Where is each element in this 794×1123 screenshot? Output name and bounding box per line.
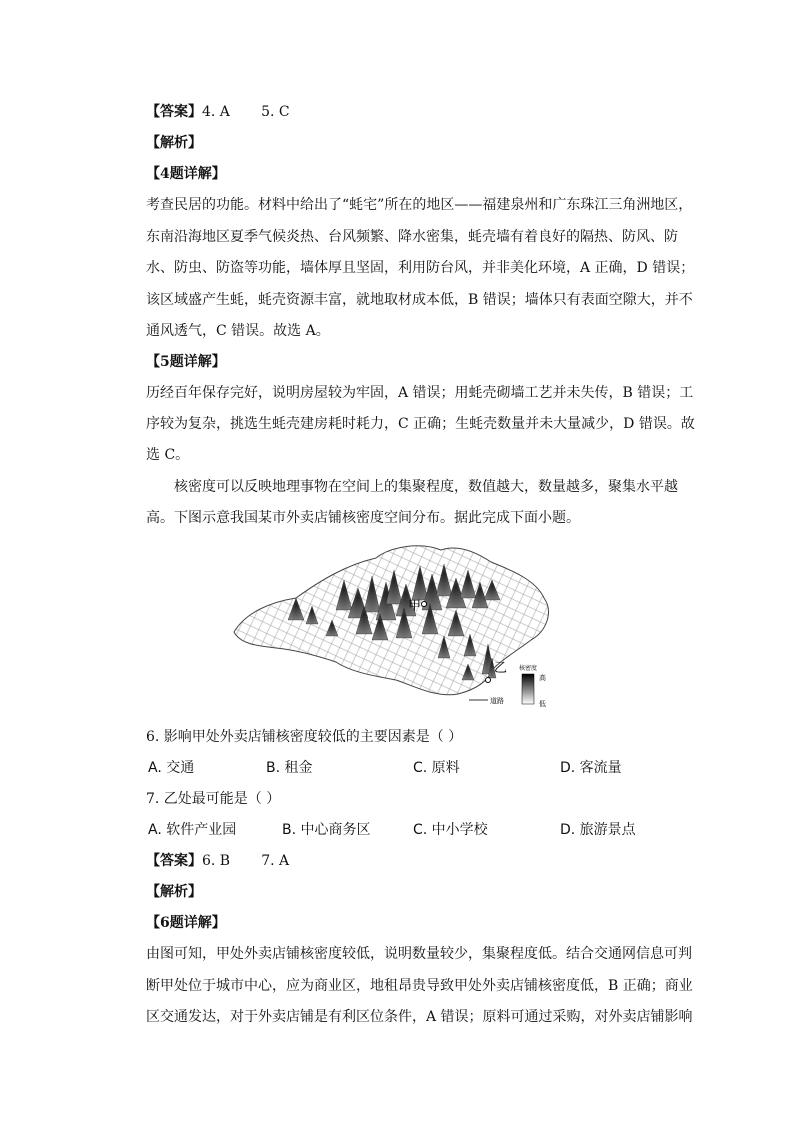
answer-label: 【答案】	[146, 853, 202, 869]
q4-line: 通风透气，C 错误。故选 A。	[146, 323, 330, 339]
label-jia: 甲	[408, 599, 422, 614]
intro-line: 高。下图示意我国某市外卖店铺核密度空间分布。据此完成下面小题。	[146, 510, 580, 526]
q6-heading: 【6题详解】	[146, 915, 226, 931]
yi-marker-icon	[486, 678, 491, 683]
legend-low: 低	[539, 700, 546, 708]
q6-line: 区交通发达，对于外卖店铺是有利区位条件，A 错误；原料可通过采购，对外卖店铺影响	[146, 1009, 693, 1025]
q4-line: 东南沿海地区夏季气候炎热、台风频繁、降水密集，蚝壳墙有着良好的隔热、防风、防	[146, 229, 678, 245]
legend-title: 核密度	[519, 665, 538, 672]
jia-marker-icon	[422, 602, 427, 607]
q7-stem: 7. 乙处最可能是（ ）	[146, 791, 281, 807]
intro-line: 核密度可以反映地理事物在空间上的集聚程度，数值越大，数量越多，聚集水平越	[174, 479, 678, 495]
q4-line: 水、防虫、防盗等功能，墙体厚且坚固，利用防台风，并非美化环境，A 正确，D 错误；	[146, 260, 695, 276]
legend-road: 道路	[490, 697, 504, 705]
q6-option-b: B. 租金	[266, 760, 313, 776]
q5-line: 选 C。	[146, 447, 190, 463]
q7-option-c: C. 中小学校	[413, 822, 488, 838]
q6-stem: 6. 影响甲处外卖店铺核密度较低的主要因素是（ ）	[146, 729, 463, 745]
q4-line: 考查民居的功能。材料中给出了“蚝宅”所在的地区——福建泉州和广东珠江三角洲地区，	[146, 197, 693, 213]
q7-option-d: D. 旅游景点	[560, 822, 636, 838]
q7-option-a: A. 软件产业园	[148, 822, 237, 838]
answer-values: 4. A 5. C	[202, 104, 290, 120]
answer-values: 6. B 7. A	[202, 853, 290, 869]
q6-option-c: C. 原料	[413, 760, 460, 776]
legend-high: 高	[539, 674, 546, 682]
q6-option-d: D. 客流量	[560, 760, 622, 776]
q6-line: 断甲处位于城市中心，应为商业区，地租昂贵导致甲处外卖店铺核密度低，B 正确；商业	[146, 978, 693, 994]
analysis-heading-2: 【解析】	[146, 884, 202, 900]
q5-line: 序较为复杂，挑选生蚝壳建房耗时耗力，C 正确；生蚝壳数量并未大量减少，D 错误。故	[146, 416, 695, 432]
answer-label: 【答案】	[146, 104, 202, 120]
q5-heading: 【5题详解】	[146, 354, 226, 370]
q5-line: 历经百年保存完好，说明房屋较为牢固，A 错误；用蚝壳砌墙工艺并未失传，B 错误；工	[146, 385, 694, 401]
answer-line-1	[146, 103, 290, 121]
q4-line: 该区域盛产生蚝，蚝壳资源丰富，就地取材成本低，B 错误；墙体只有表面空隙大，并不	[146, 292, 693, 308]
label-yi: 乙	[494, 661, 508, 676]
kernel-density-map	[226, 540, 560, 712]
analysis-heading-1: 【解析】	[146, 135, 202, 151]
q7-option-b: B. 中心商务区	[282, 822, 371, 838]
q4-heading: 【4题详解】	[146, 166, 226, 182]
answer-line-2	[146, 852, 289, 870]
legend-color-ramp	[522, 674, 534, 704]
q6-line: 由图可知，甲处外卖店铺核密度较低，说明数量较少，集聚程度低。结合交通网信息可判	[146, 946, 692, 962]
q6-option-a: A. 交通	[148, 760, 195, 776]
